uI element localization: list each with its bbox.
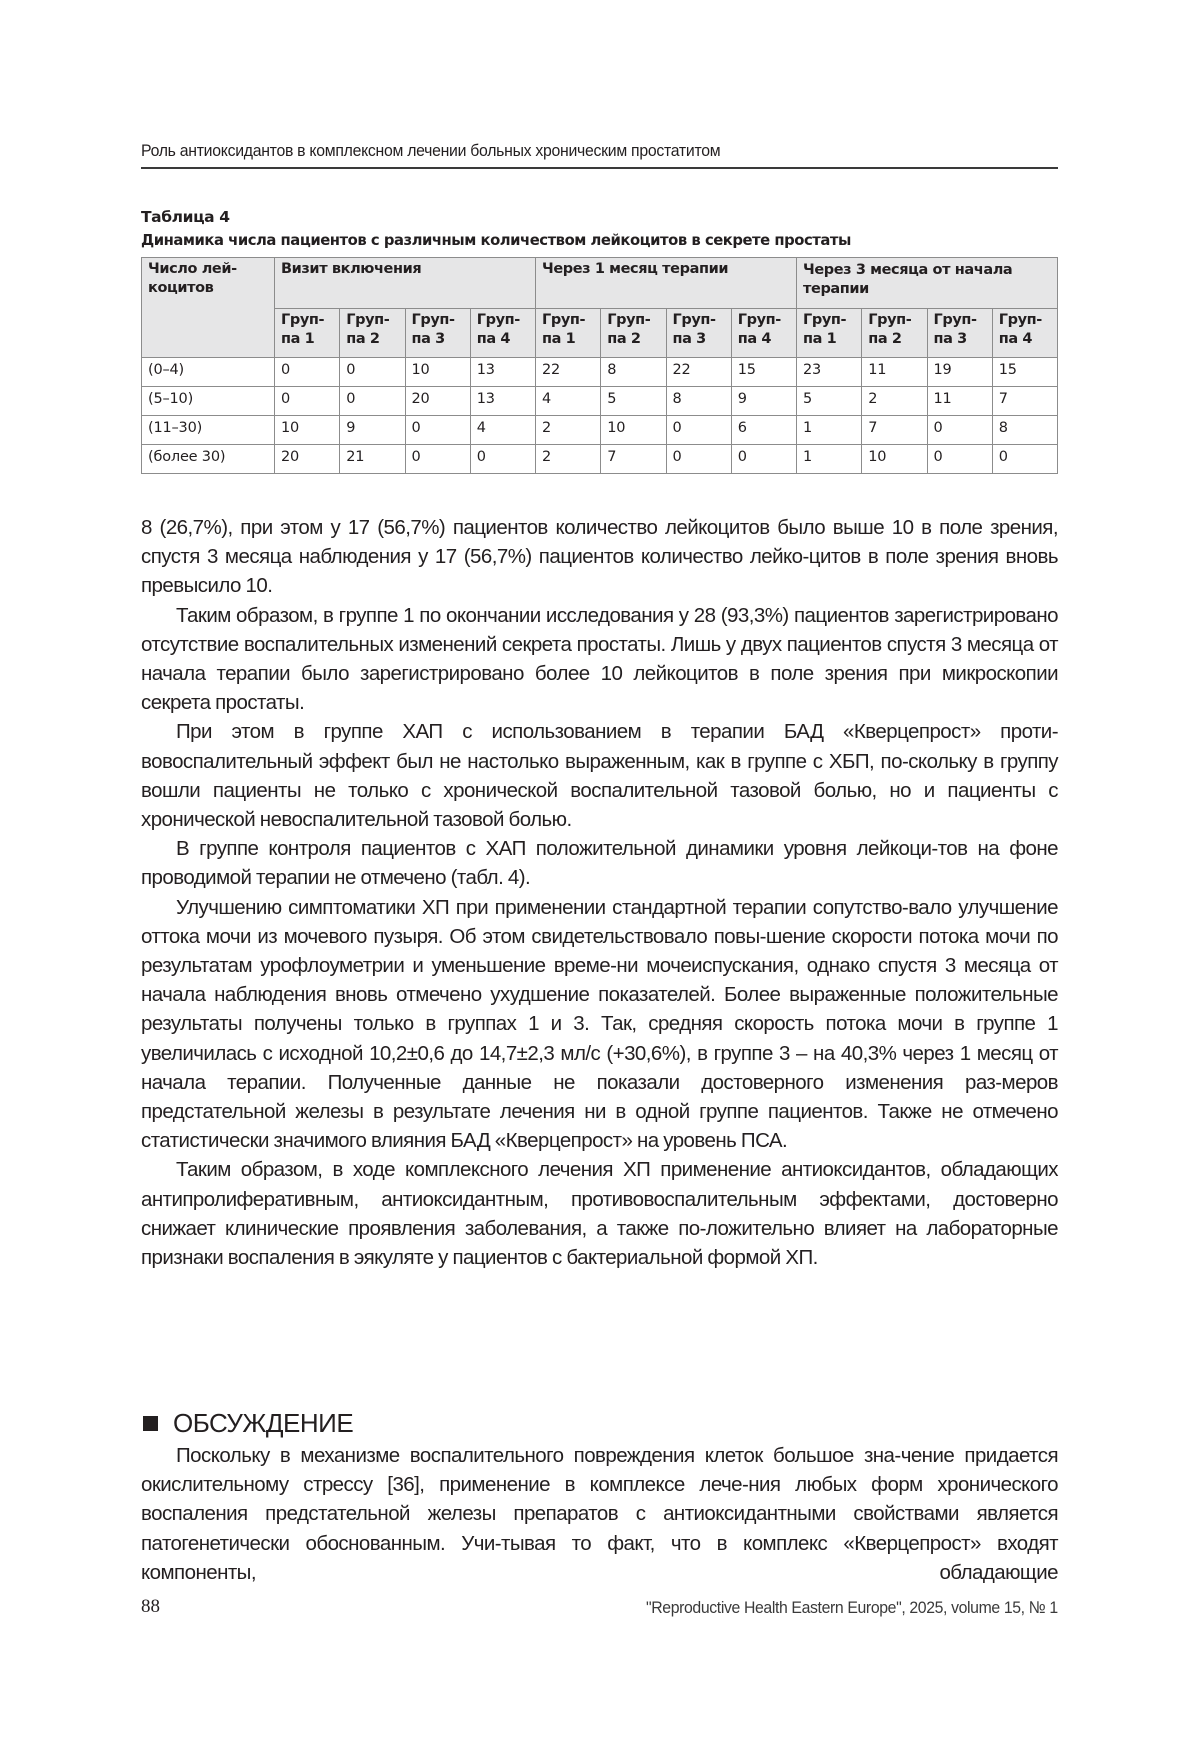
table-label: Таблица 4 — [141, 208, 230, 226]
table-cell: 0 — [275, 358, 340, 387]
table-row — [142, 416, 1058, 445]
paragraph: 8 (26,7%), при этом у 17 (56,7%) пациентов количество лейкоцитов было выше 10 в поле зрения, спустя 3 месяца наблюдения у 17 (56,7%) пациентов количество лейко-цитов в поле зрения вновь превысило 10. — [141, 516, 1058, 598]
table-cell: 22 — [666, 358, 731, 387]
table-row — [142, 358, 1058, 387]
table-header-row-groups — [142, 309, 1058, 358]
section-heading-text: ОБСУЖДЕНИЕ — [173, 1408, 354, 1438]
table-cell: 9 — [340, 416, 405, 445]
group-header-cell: Груп-па 1 — [536, 309, 601, 358]
table-cell: 0 — [666, 416, 731, 445]
table-cell: 0 — [927, 445, 992, 474]
table-cell: 10 — [601, 416, 666, 445]
paragraph: При этом в группе ХАП с использованием в терапии БАД «Кверцепрост» проти-вовоспалительный эффект был не настолько выраженным, как в группе с ХБП, по-скольку в группу вошли пациенты не только с хронической воспалительной тазовой болью, но и пациенты с хронической невоспалительной тазовой болью. — [141, 720, 1058, 832]
group-header-cell: Груп-па 3 — [405, 309, 470, 358]
table-cell: 0 — [992, 445, 1057, 474]
body-text — [141, 513, 1058, 1272]
table-row — [142, 445, 1058, 474]
table-cell: 8 — [601, 358, 666, 387]
table-cell: 22 — [536, 358, 601, 387]
black-square-icon — [143, 1416, 158, 1431]
table-cell: 2 — [862, 387, 927, 416]
table-cell: 23 — [797, 358, 862, 387]
row-label-cell: (более 30) — [142, 445, 275, 474]
table-cell: 1 — [797, 445, 862, 474]
table-cell: 5 — [601, 387, 666, 416]
group-header-cell: Груп-па 3 — [927, 309, 992, 358]
group-header-cell: Груп-па 4 — [992, 309, 1057, 358]
table-cell: 21 — [340, 445, 405, 474]
table-cell: 0 — [340, 358, 405, 387]
paragraph: Таким образом, в ходе комплексного лечения ХП применение антиоксидантов, обладающих антипролиферативным, антиоксидантным, противовоспалительным эффектами, достоверно снижает клинические проявления заболевания, а также по-ложительно влияет на лабораторные признаки воспаления в эякуляте у пациентов с бактериальной формой ХП. — [141, 1158, 1058, 1270]
row-label-cell: (5–10) — [142, 387, 275, 416]
group-header-cell: Груп-па 2 — [601, 309, 666, 358]
paragraph: Улучшению симптоматики ХП при применении стандартной терапии сопутство-вало улучшение оттока мочи из мочевого пузыря. Об этом свидетельствовало повы-шение скорости потока мочи по результатам урофлоуметрии и уменьшение време-ни мочеиспускания, однако спустя 3 месяца от начала наблюдения вновь отмечено ухудшение показателей. Более выраженные положительные результаты получены только в группах 1 и 3. Так, средняя скорость потока мочи в группе 1 увеличилась с исходной 10,2±0,6 до 14,7±2,3 мл/с (+30,6%), в группе 3 – на 40,3% через 1 месяц от начала терапии. Полученные данные не показали достоверного изменения раз-меров предстательной железы в результате лечения ни в одной группе пациентов. Также не отмечено статистически значимого влияния БАД «Кверцепрост» на уровень ПСА. — [141, 895, 1058, 1153]
table-cell: 7 — [862, 416, 927, 445]
table-cell: 10 — [405, 358, 470, 387]
table-cell: 10 — [275, 416, 340, 445]
group-header-cell: Груп-па 2 — [862, 309, 927, 358]
leukocyte-table — [141, 257, 1058, 474]
table-cell: 4 — [536, 387, 601, 416]
table-cell: 8 — [992, 416, 1057, 445]
table-cell: 0 — [666, 445, 731, 474]
table-cell: 20 — [275, 445, 340, 474]
table-cell: 11 — [927, 387, 992, 416]
header-rule — [141, 167, 1058, 169]
table-cell: 13 — [470, 358, 535, 387]
table-cell: 15 — [992, 358, 1057, 387]
group-header-cell: Груп-па 3 — [666, 309, 731, 358]
paragraph: Таким образом, в группе 1 по окончании исследования у 28 (93,3%) пациентов зарегистрировано отсутствие воспалительных изменений секрета простаты. Лишь у двух пациентов спустя 3 месяца от начала терапии было зарегистрировано более 10 лейкоцитов в поле зрения при микроскопии секрета простаты. — [141, 603, 1058, 715]
table-title: Динамика числа пациентов с различным количеством лейкоцитов в секрете простаты — [141, 231, 851, 249]
table-cell: 0 — [275, 387, 340, 416]
running-header: Роль антиоксидантов в комплексном лечении больных хроническим простатитом — [141, 141, 721, 160]
table-cell: 10 — [862, 445, 927, 474]
table-body — [142, 358, 1058, 474]
table-row — [142, 387, 1058, 416]
table-cell: 0 — [927, 416, 992, 445]
table-header-row-periods — [142, 258, 1058, 309]
table-cell: 7 — [601, 445, 666, 474]
page-number: 88 — [141, 1596, 160, 1617]
table-cell: 4 — [470, 416, 535, 445]
table-cell: 11 — [862, 358, 927, 387]
table-cell: 0 — [731, 445, 796, 474]
row-label-cell: (0–4) — [142, 358, 275, 387]
table-cell: 6 — [731, 416, 796, 445]
paragraph: Поскольку в механизме воспалительного повреждения клеток большое зна-чение придается окислительному стрессу [36], применение в комплексе лече-ния любых форм хронического воспаления предстательной железы препаратов с антиоксидантными свойствами является патогенетически обоснованным. Учи-тывая то факт, что в комплекс «Кверцепрост» входят компоненты, обладающие — [141, 1444, 1058, 1584]
table-cell: 2 — [536, 416, 601, 445]
period-header-baseline: Визит включения — [275, 258, 536, 309]
group-header-cell: Груп-па 1 — [275, 309, 340, 358]
journal-citation: "Reproductive Health Eastern Europe", 2025, volume 15, № 1 — [646, 1598, 1058, 1617]
table-cell: 0 — [405, 445, 470, 474]
group-header-cell: Груп-па 4 — [470, 309, 535, 358]
table-cell: 0 — [405, 416, 470, 445]
table-cell: 0 — [470, 445, 535, 474]
group-header-cell: Груп-па 2 — [340, 309, 405, 358]
group-header-cell: Груп-па 4 — [731, 309, 796, 358]
discussion-text — [141, 1441, 1058, 1587]
table-cell: 20 — [405, 387, 470, 416]
group-header-cell: Груп-па 1 — [797, 309, 862, 358]
row-label-cell: (11–30) — [142, 416, 275, 445]
table-cell: 13 — [470, 387, 535, 416]
table-cell: 7 — [992, 387, 1057, 416]
table-cell: 5 — [797, 387, 862, 416]
table-cell: 19 — [927, 358, 992, 387]
table-cell: 1 — [797, 416, 862, 445]
paragraph: В группе контроля пациентов с ХАП положительной динамики уровня лейкоци-тов на фоне проводимой терапии не отмечено (табл. 4). — [141, 837, 1058, 890]
period-header-1-month: Через 1 месяц терапии — [536, 258, 797, 309]
table-cell: 9 — [731, 387, 796, 416]
table-cell: 2 — [536, 445, 601, 474]
table-cell: 0 — [340, 387, 405, 416]
section-heading-discussion — [141, 1408, 353, 1439]
row-header-cell: Число лей-коцитов — [142, 258, 275, 358]
period-header-3-months: Через 3 месяца от начала терапии — [797, 258, 1058, 309]
table-cell: 15 — [731, 358, 796, 387]
table-cell: 8 — [666, 387, 731, 416]
